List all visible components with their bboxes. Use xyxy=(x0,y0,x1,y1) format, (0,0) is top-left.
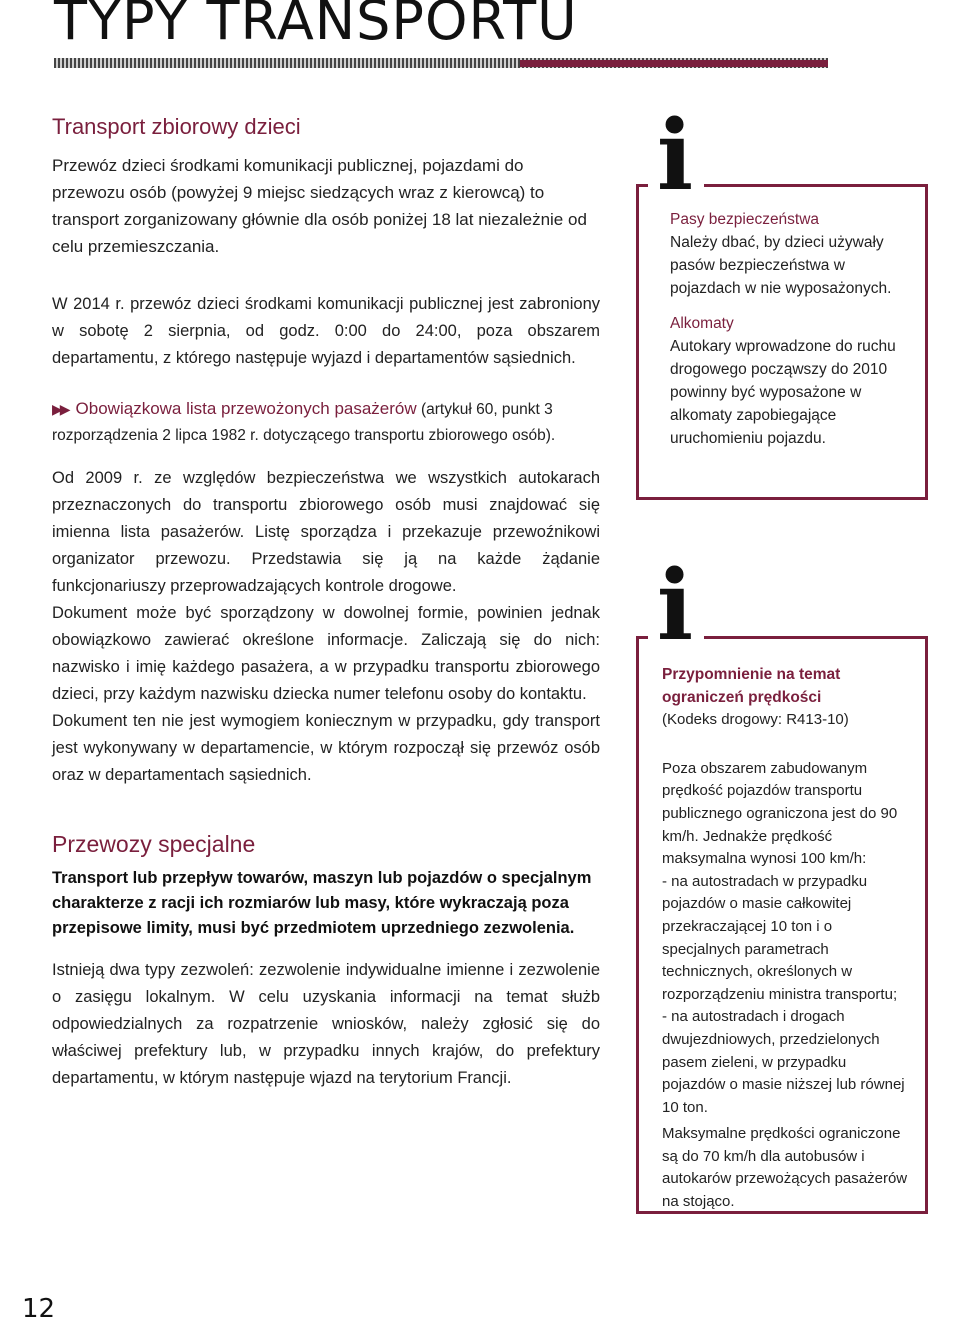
info-icon: i xyxy=(656,549,694,662)
passenger-list-heading: Obowiązkowa lista przewożonych pasażerów xyxy=(75,399,417,418)
info-body-speed-3: - na autostradach i drogach dwujezdniowych, przedzielonych pasem zieleni, w przypadku pojazdów o masie niższej lub równej 10 ton. xyxy=(662,1008,905,1116)
info-box-seatbelts-content xyxy=(670,208,906,462)
special-lead: Transport lub przepływ towarów, maszyn lub pojazdów o specjalnym charakterze z racji ich rozmiarów lub masy, które wykraczają poza przepisowe limity, musi być przedmiotem uprzedniego zezwolenia. xyxy=(52,868,592,937)
paragraph-2014: W 2014 r. przewóz dzieci środkami komunikacji publicznej jest zabroniony w sobotę 2 sierpnia, od godz. 0:00 do 24:00, poza obszarem departamentu, z którego następuje wyjazd i departamentów sąsiednich. xyxy=(52,295,600,367)
info-body-seatbelts: Należy dbać, by dzieci używały pasów bezpieczeństwa w pojazdach w nie wyposażonych. xyxy=(670,234,892,297)
paragraph-document-form: Dokument może być sporządzony w dowolnej formie, powinien jednak obowiązkowo zawierać określone informacje. Zaliczają się do nich: nazwisko i imię każdego pasażera, a w przypadku transportu zbiorowego dzieci, przy każdym nazwisku dziecka numer telefonu osoby do kontaktu. xyxy=(52,603,600,703)
info-body-alcolocks: Autokary wprowadzone do ruchu drogowego począwszy do 2010 powinny być wyposażone w alkomaty zapobiegające uruchomieniu pojazdu. xyxy=(670,338,896,447)
double-arrow-icon: ▶▶ xyxy=(52,401,68,417)
info-subheading-speed: (Kodeks drogowy: R413-10) xyxy=(662,711,849,729)
title-rule-accent xyxy=(520,60,828,67)
info-box-speed-content xyxy=(662,664,910,1214)
info-body-speed-2: - na autostradach w przypadku pojazdów o masie całkowitej przekraczającej 10 ton i o specjalnych parametrach technicznych, określonych w rozporządzeniu ministra transportu; xyxy=(662,872,898,1003)
section-lead: Przewóz dzieci środkami komunikacji publicznej, pojazdami do przewozu osób (powyżej 9 miejsc siedzących wraz z kierowcą) to transport zorganizowany głównie dla osób poniżej 18 lat niezależnie od celu przemieszczania. xyxy=(52,156,587,256)
main-column xyxy=(52,114,600,1092)
paragraph-document-exception: Dokument ten nie jest wymogiem koniecznym w przypadku, gdy transport jest wykonywany w departamencie, w którym rozpoczął się przewóz osób oraz w departamentach sąsiednich. xyxy=(52,711,600,784)
page-number: 12 xyxy=(22,1294,56,1324)
section-heading-special: Przewozy specjalne xyxy=(52,830,256,857)
info-heading-alcolocks: Alkomaty xyxy=(670,315,734,332)
passenger-list-note xyxy=(52,396,600,449)
page-title: TYPY TRANSPORTU xyxy=(54,0,578,52)
info-body-speed-1: Poza obszarem zabudowanym prędkość pojazdów transportu publicznego ograniczona jest do 90 km/h. Jednakże prędkość maksymalna wynosi 100 km/h: xyxy=(662,759,898,868)
paragraph-permits: Istnieją dwa typy zezwoleń: zezwolenie indywidualne imienne i zezwolenie o zasięgu lokalnym. W celu uzyskania informacji na temat służb odpowiedzialnych za rozpatrzenie wniosków, należy zgłosić się do właściwej prefektury lub, w przypadku innych krajów, do prefektury departamentu, w którym następuje wjazd na terytorium Francji. xyxy=(52,961,600,1087)
info-heading-seatbelts: Pasy bezpieczeństwa xyxy=(670,211,820,228)
info-body-speed-4: Maksymalne prędkości ograniczone są do 70 km/h dla autobusów i autokarów przewożących pasażerów na stojąco. xyxy=(662,1125,908,1211)
info-heading-speed: Przypomnienie na temat ograniczeń prędkości xyxy=(662,666,841,706)
passenger-list-reference: (artykuł 60, punkt 3 rozporządzenia 2 lipca 1982 r. dotyczącego transportu zbiorowego osób). xyxy=(52,401,556,444)
info-icon: i xyxy=(656,99,694,212)
paragraph-2009: Od 2009 r. ze względów bezpieczeństwa we wszystkich autokarach przeznaczonych do transportu zbiorowego osób musi znajdować się imienna lista pasażerów. Listę sporządza i przekazuje przewoźnikowi organizator przewozu. Przedstawia się ją na każde żądanie funkcjonariuszy przeprowadzających kontrole drogowe. xyxy=(52,468,600,595)
section-heading-transport: Transport zbiorowy dzieci xyxy=(52,114,301,139)
